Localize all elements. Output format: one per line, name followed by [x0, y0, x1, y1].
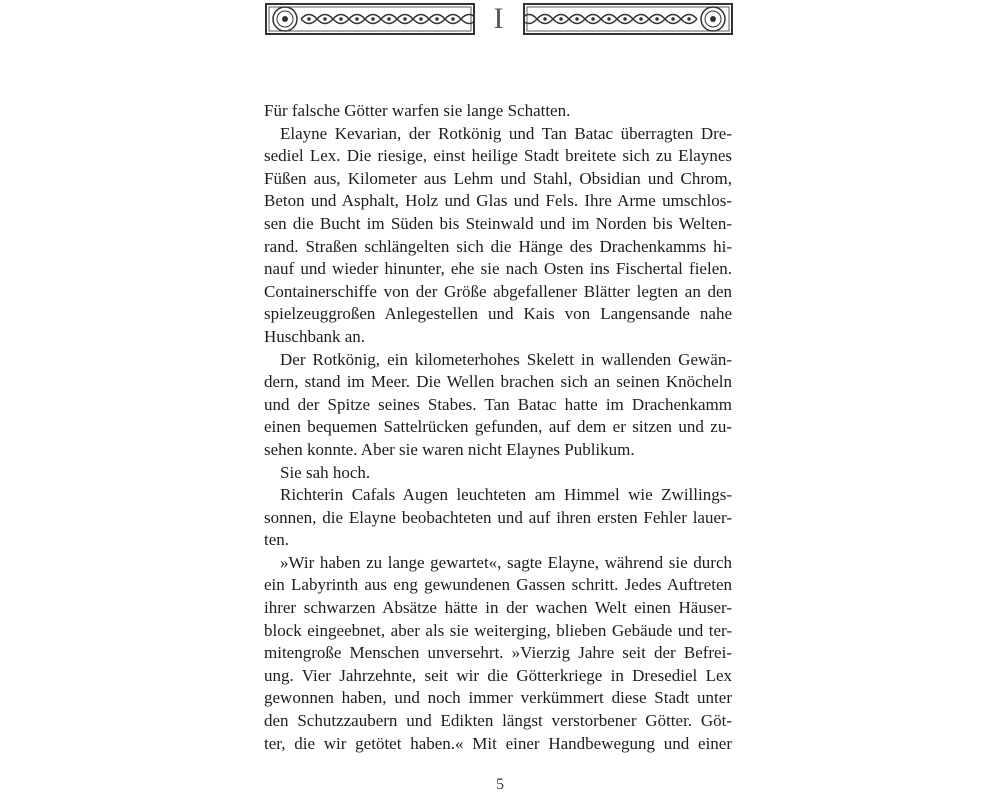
text-line: spielzeuggroßen Anlegestellen und Kais von Langensande nahe: [264, 304, 732, 324]
text-line: sonnen, die Elayne beobachteten und auf ihren ersten Fehler lauer-: [264, 507, 732, 527]
text-line: ten.: [264, 530, 290, 550]
text-line: sediel Lex. Die riesige, einst heilige Stadt breitete sich zu Elaynes: [264, 146, 732, 166]
text-line: gewonnen haben, und noch immer verkümmert diese Stadt unter: [264, 688, 732, 708]
text-line: »Wir haben zu lange gewartet«, sagte Elayne, während sie durch: [280, 552, 732, 572]
text-line: nauf und wieder hinunter, ehe sie nach Osten ins Fischertal fielen.: [264, 259, 732, 279]
text-line: den Schutzzaubern und Edikten längst verstorbener Götter. Göt-: [264, 711, 732, 731]
text-line: Füßen aus, Kilometer aus Lehm und Stahl, Obsidian und Chrom,: [264, 168, 732, 188]
text-line: block eingeebnet, aber als sie weiterging, blieben Gebäude und ter-: [264, 620, 732, 640]
text-line: und der Spitze seines Stabes. Tan Batac hatte im Drachenkamm: [264, 394, 732, 414]
body-text: [264, 100, 732, 755]
text-line: rand. Straßen schlängelten sich die Hänge des Drachenkamms hi-: [264, 236, 732, 256]
text-line: Für falsche Götter warfen sie lange Schatten.: [264, 101, 571, 120]
text-line: Beton und Asphalt, Holz und Glas und Fels. Ihre Arme umschlos-: [264, 191, 732, 211]
text-line: Der Rotkönig, ein kilometerhohes Skelett in wallenden Gewän-: [280, 349, 732, 369]
text-line: Richterin Cafals Augen leuchteten am Himmel wie Zwillings-: [280, 485, 732, 505]
ornament-right-icon: [523, 0, 733, 38]
text-line: Containerschiffe von der Größe abgefallener Blätter legten an den: [264, 281, 732, 301]
page-number: 5: [496, 776, 504, 793]
text-line: mitengroße Menschen unversehrt. »Vierzig Jahre seit der Befrei-: [264, 643, 732, 663]
text-line: ung. Vier Jahrzehnte, seit wir die Götterkriege in Dresediel Lex: [264, 665, 732, 685]
text-line: sen die Bucht im Süden bis Steinwald und im Norden bis Welten-: [264, 213, 732, 233]
text-line: ein Labyrinth aus eng gewundenen Gassen schritt. Jedes Auftreten: [264, 575, 732, 595]
text-line: Huschbank an.: [264, 326, 366, 346]
text-line: Elayne Kevarian, der Rotkönig und Tan Batac überragten Dre-: [280, 123, 732, 143]
text-line: ihrer schwarzen Absätze hätte in der wachen Welt einen Häuser-: [264, 598, 732, 618]
chapter-header: [265, 0, 733, 40]
text-line: sehen konnte. Aber sie waren nicht Elaynes Publikum.: [264, 439, 635, 459]
text-line: Sie sah hoch.: [280, 462, 371, 482]
text-line: ter, die wir getötet haben.« Mit einer Handbewegung und einer: [264, 733, 732, 753]
text-line: dern, stand im Meer. Die Wellen brachen sich an seinen Knöcheln: [264, 372, 732, 392]
text-line: einen bequemen Sattelrücken gefunden, auf dem er sitzen und zu-: [264, 417, 732, 437]
chapter-number: I: [493, 2, 505, 35]
